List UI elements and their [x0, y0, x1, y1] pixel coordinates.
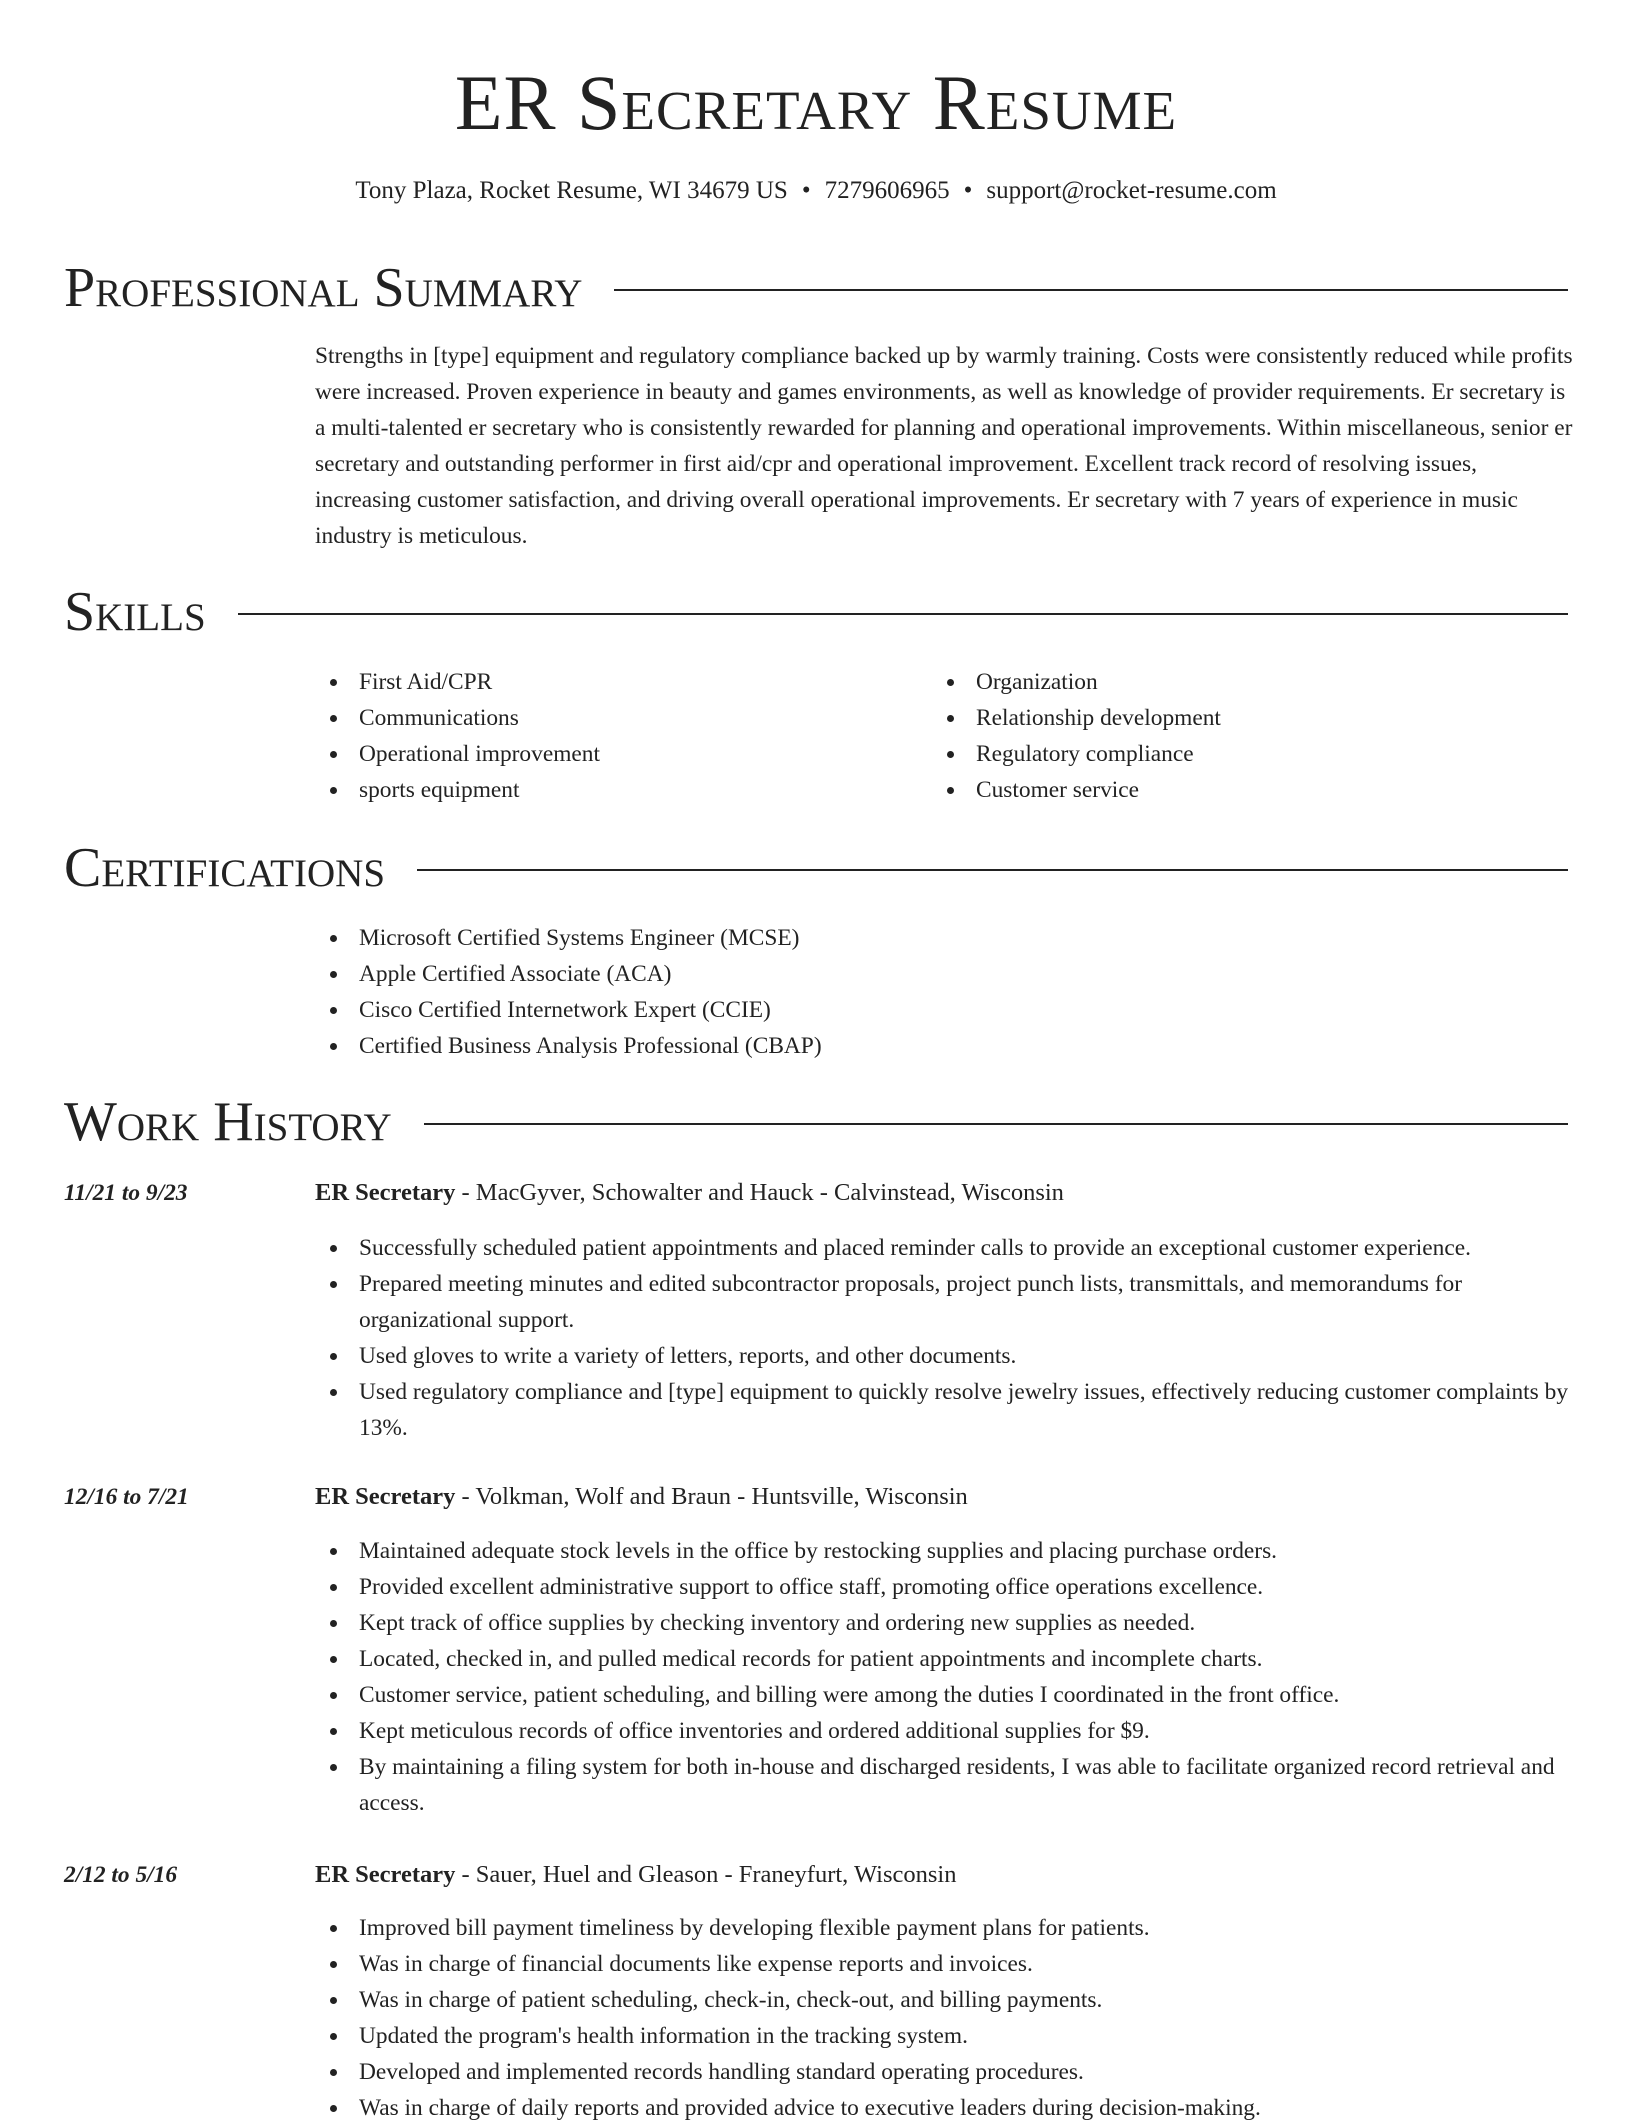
job-dates: 12/16 to 7/21: [64, 1484, 189, 1510]
job-employer: - MacGyver, Schowalter and Hauck - Calvinstead, Wisconsin: [455, 1179, 1064, 1206]
skill-item: Customer service: [932, 772, 1492, 808]
skill-item: Regulatory compliance: [932, 736, 1492, 772]
job-role: ER Secretary: [315, 1861, 456, 1888]
job-dates: 11/21 to 9/23: [64, 1180, 188, 1206]
job-duty: Successfully scheduled patient appointments and placed reminder calls to provide an exceptional customer experience.: [315, 1230, 1575, 1266]
job-title-line: [315, 1175, 1575, 1211]
summary-section-heading: [64, 256, 1568, 320]
job-bullets: [315, 1910, 1575, 2126]
contact-separator: •: [963, 177, 973, 204]
section-divider: [424, 1123, 1568, 1125]
skill-item: Organization: [932, 664, 1492, 700]
section-divider: [417, 869, 1568, 871]
job-duties-list: [315, 1533, 1575, 1821]
work-history-section-heading: [64, 1090, 1568, 1154]
job-duty: Was in charge of daily reports and provided advice to executive leaders during decision-making.: [315, 2090, 1575, 2126]
job-duty: Improved bill payment timeliness by developing flexible payment plans for patients.: [315, 1910, 1575, 1946]
certification-item: Apple Certified Associate (ACA): [315, 956, 1575, 992]
job-duty: Prepared meeting minutes and edited subcontractor proposals, project punch lists, transmittals, and memorandums for organizational support.: [315, 1266, 1575, 1338]
job-bullets: [315, 1230, 1575, 1446]
contact-phone: 7279606965: [824, 177, 950, 204]
job-duty: Provided excellent administrative support to office staff, promoting office operations excellence.: [315, 1569, 1575, 1605]
job-role: ER Secretary: [315, 1179, 456, 1206]
summary-heading: Professional Summary: [64, 257, 583, 319]
job-duty: Kept track of office supplies by checking inventory and ordering new supplies as needed.: [315, 1605, 1575, 1641]
section-divider: [614, 289, 1568, 291]
contact-email: support@rocket-resume.com: [986, 177, 1277, 204]
skill-item: Relationship development: [932, 700, 1492, 736]
job-duty: Updated the program's health information in the tracking system.: [315, 2018, 1575, 2054]
work-history-heading: Work History: [64, 1091, 392, 1153]
skill-item: Operational improvement: [315, 736, 875, 772]
skills-list-right: [932, 664, 1492, 808]
job-role: ER Secretary: [315, 1483, 456, 1510]
resume-title: ER Secretary Resume: [454, 59, 1178, 146]
skill-item: Communications: [315, 700, 875, 736]
job-duty: Located, checked in, and pulled medical records for patient appointments and incomplete charts.: [315, 1641, 1575, 1677]
certifications-section-heading: [64, 836, 1568, 900]
skill-item: sports equipment: [315, 772, 875, 808]
job-duty: By maintaining a filing system for both in-house and discharged residents, I was able to facilitate organized record retrieval and access.: [315, 1749, 1575, 1821]
job-duty: Was in charge of patient scheduling, check-in, check-out, and billing payments.: [315, 1982, 1575, 2018]
summary-text: Strengths in [type] equipment and regulatory compliance backed up by warmly training. Costs were consistently reduced while profits were increased. Proven experience in beauty and games environments, as well as knowledge of provider requirements. Er secretary is a multi-talented er secretary who is consistently rewarded for planning and operational improvements. Within miscellaneous, senior er secretary and outstanding performer in first aid/cpr and operational improvement. Excellent track record of resolving issues, increasing customer satisfaction, and driving overall operational improvements. Er secretary with 7 years of experience in music industry is meticulous.: [315, 343, 1573, 549]
job-duties-list: [315, 1230, 1575, 1446]
certification-item: Microsoft Certified Systems Engineer (MCSE): [315, 920, 1575, 956]
job-dates: 2/12 to 5/16: [64, 1862, 178, 1888]
contact-line: [0, 174, 1632, 208]
section-divider: [238, 613, 1568, 615]
job-duty: Kept meticulous records of office inventories and ordered additional supplies for $9.: [315, 1713, 1575, 1749]
skills-list-left: [315, 664, 875, 808]
skills-heading: Skills: [64, 581, 206, 643]
job-employer: - Sauer, Huel and Gleason - Franeyfurt, Wisconsin: [455, 1861, 957, 1888]
job-duty: Customer service, patient scheduling, and billing were among the duties I coordinated in the front office.: [315, 1677, 1575, 1713]
job-duties-list: [315, 1910, 1575, 2126]
job-title-line: [315, 1857, 1575, 1893]
certifications-heading: Certifications: [64, 837, 386, 899]
skill-item: First Aid/CPR: [315, 664, 875, 700]
skills-section-heading: [64, 580, 1568, 644]
job-title-line: [315, 1479, 1575, 1515]
job-duty: Developed and implemented records handling standard operating procedures.: [315, 2054, 1575, 2090]
certification-item: Cisco Certified Internetwork Expert (CCIE): [315, 992, 1575, 1028]
skills-left-column: [315, 664, 875, 808]
certifications-block: [315, 920, 1575, 1064]
job-employer: - Volkman, Wolf and Braun - Huntsville, Wisconsin: [455, 1483, 968, 1510]
contact-address: Tony Plaza, Rocket Resume, WI 34679 US: [355, 177, 788, 204]
job-duty: Maintained adequate stock levels in the office by restocking supplies and placing purchase orders.: [315, 1533, 1575, 1569]
job-duty: Used regulatory compliance and [type] equipment to quickly resolve jewelry issues, effectively reducing customer complaints by 13%.: [315, 1374, 1575, 1446]
certification-item: Certified Business Analysis Professional (CBAP): [315, 1028, 1575, 1064]
job-duty: Was in charge of financial documents like expense reports and invoices.: [315, 1946, 1575, 1982]
certifications-list: [315, 920, 1575, 1064]
job-duty: Used gloves to write a variety of letters, reports, and other documents.: [315, 1338, 1575, 1374]
contact-separator: •: [801, 177, 811, 204]
job-bullets: [315, 1533, 1575, 1821]
skills-right-column: [932, 664, 1492, 808]
